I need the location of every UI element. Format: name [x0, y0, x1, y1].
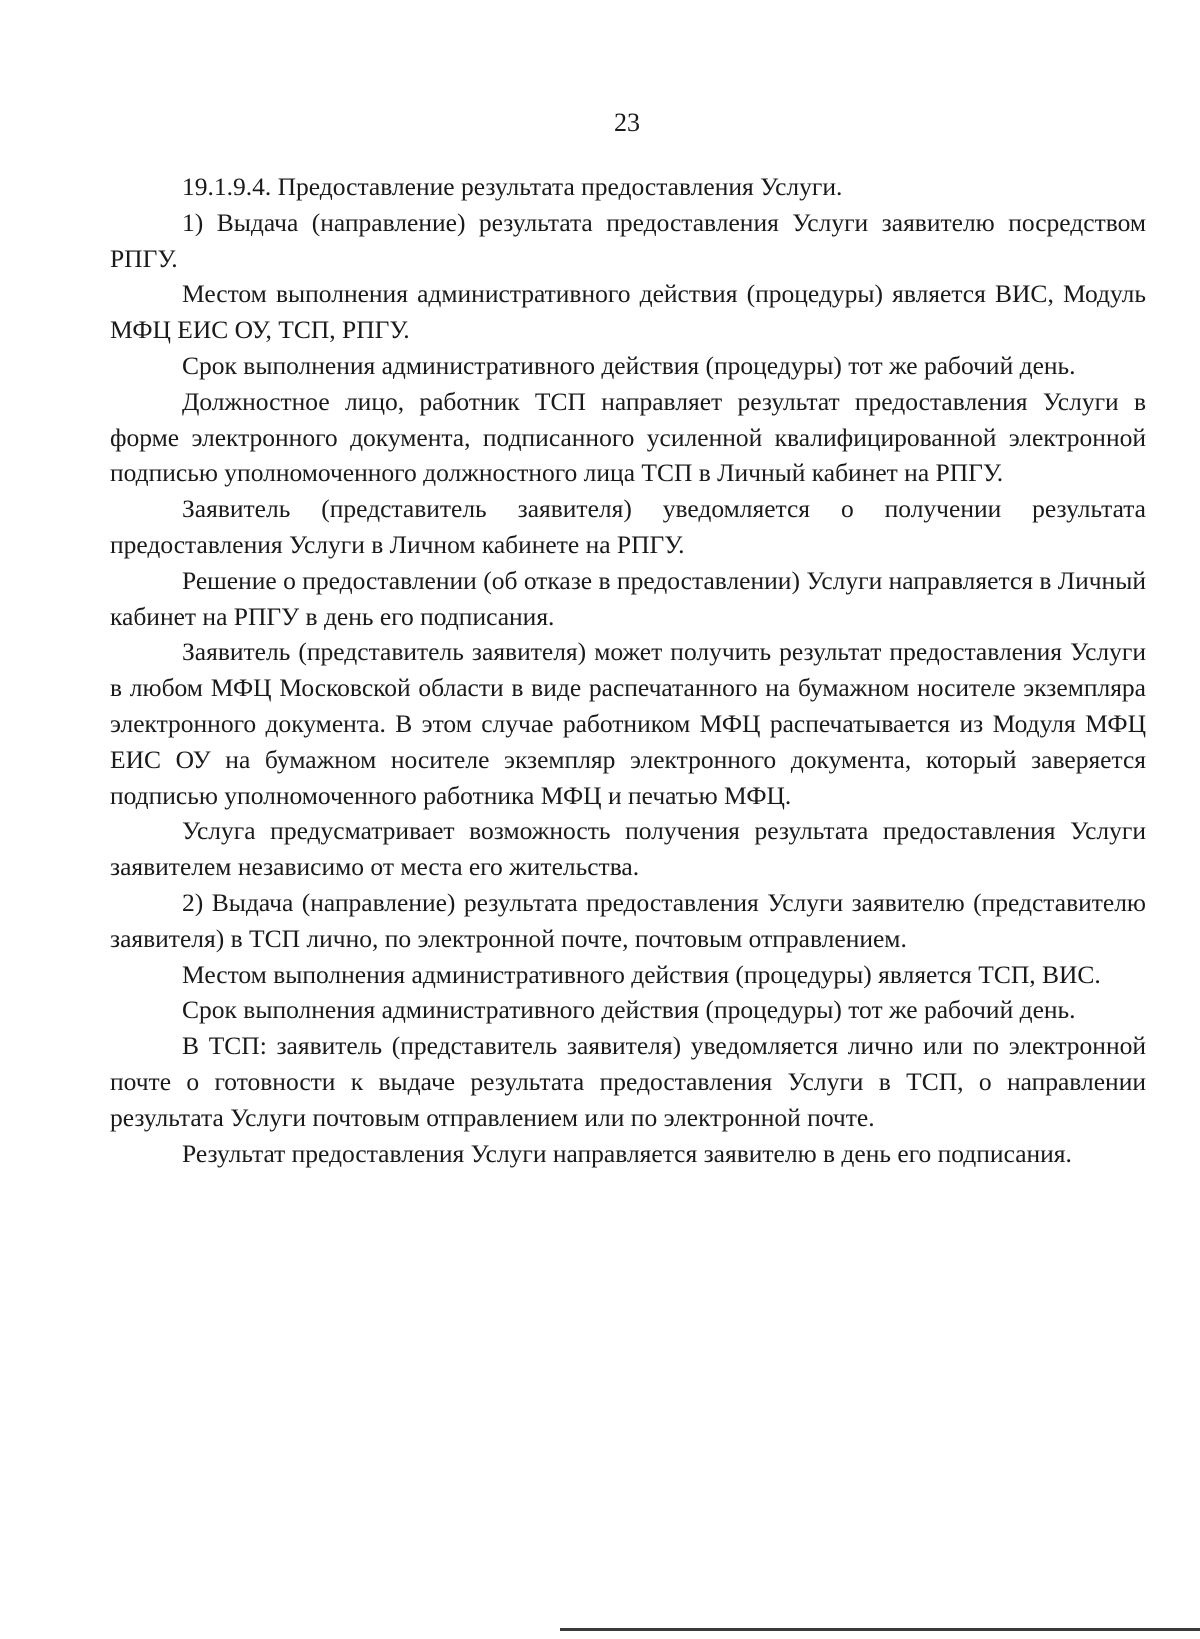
paragraph: 1) Выдача (направление) результата предоставления Услуги заявителю посредством РПГУ. [110, 207, 1146, 273]
paragraph: Срок выполнения административного действия (процедуры) тот же рабочий день. [182, 350, 1076, 380]
paragraph: Срок выполнения административного действия (процедуры) тот же рабочий день. [182, 995, 1076, 1025]
paragraph: Результат предоставления Услуги направляется заявителю в день его подписания. [182, 1138, 1072, 1168]
paragraph: Местом выполнения административного действия (процедуры) является ВИС, Модуль МФЦ ЕИС ОУ, ТСП, РПГУ. [110, 279, 1146, 345]
paragraph: 2) Выдача (направление) результата предоставления Услуги заявителю (представителю заявителя) в ТСП лично, по электронной почте, почтовым отправлением. [110, 887, 1146, 953]
paragraph: Должностное лицо, работник ТСП направляет результат предоставления Услуги в форме электронного документа, подписанного усиленной квалифицированной электронной подписью уполномоченного должностного лица ТСП в Личный кабинет на РПГУ. [110, 386, 1146, 488]
document-body [110, 169, 1146, 1171]
paragraph: 19.1.9.4. Предоставление результата предоставления Услуги. [182, 172, 843, 201]
paragraph: Местом выполнения административного действия (процедуры) является ТСП, ВИС. [182, 959, 1101, 989]
paragraph: В ТСП: заявитель (представитель заявителя) уведомляется лично или по электронной почте о готовности к выдаче результата предоставления Услуги в ТСП, о направлении результата Услуги почтовым отправлением или по электронной почте. [110, 1031, 1146, 1132]
paragraph: Заявитель (представитель заявителя) может получить результат предоставления Услуги в любом МФЦ Московской области в виде распечатанного на бумажном носителе экземпляра электронного документа. В этом случае работником МФЦ распечатывается из Модуля МФЦ ЕИС ОУ на бумажном носителе экземпляр электронного документа, который заверяется подписью уполномоченного работника МФЦ и печатью МФЦ. [110, 637, 1146, 810]
paragraph: Заявитель (представитель заявителя) уведомляется о получении результата предоставления Услуги в Личном кабинете на РПГУ. [110, 494, 1146, 559]
paragraph: Решение о предоставлении (об отказе в предоставлении) Услуги направляется в Личный кабинет на РПГУ в день его подписания. [110, 565, 1146, 631]
page-number: 23 [614, 108, 640, 137]
scan-edge-line [560, 1628, 1200, 1631]
paragraph: Услуга предусматривает возможность получения результата предоставления Услуги заявителем независимо от места его жительства. [110, 816, 1146, 882]
